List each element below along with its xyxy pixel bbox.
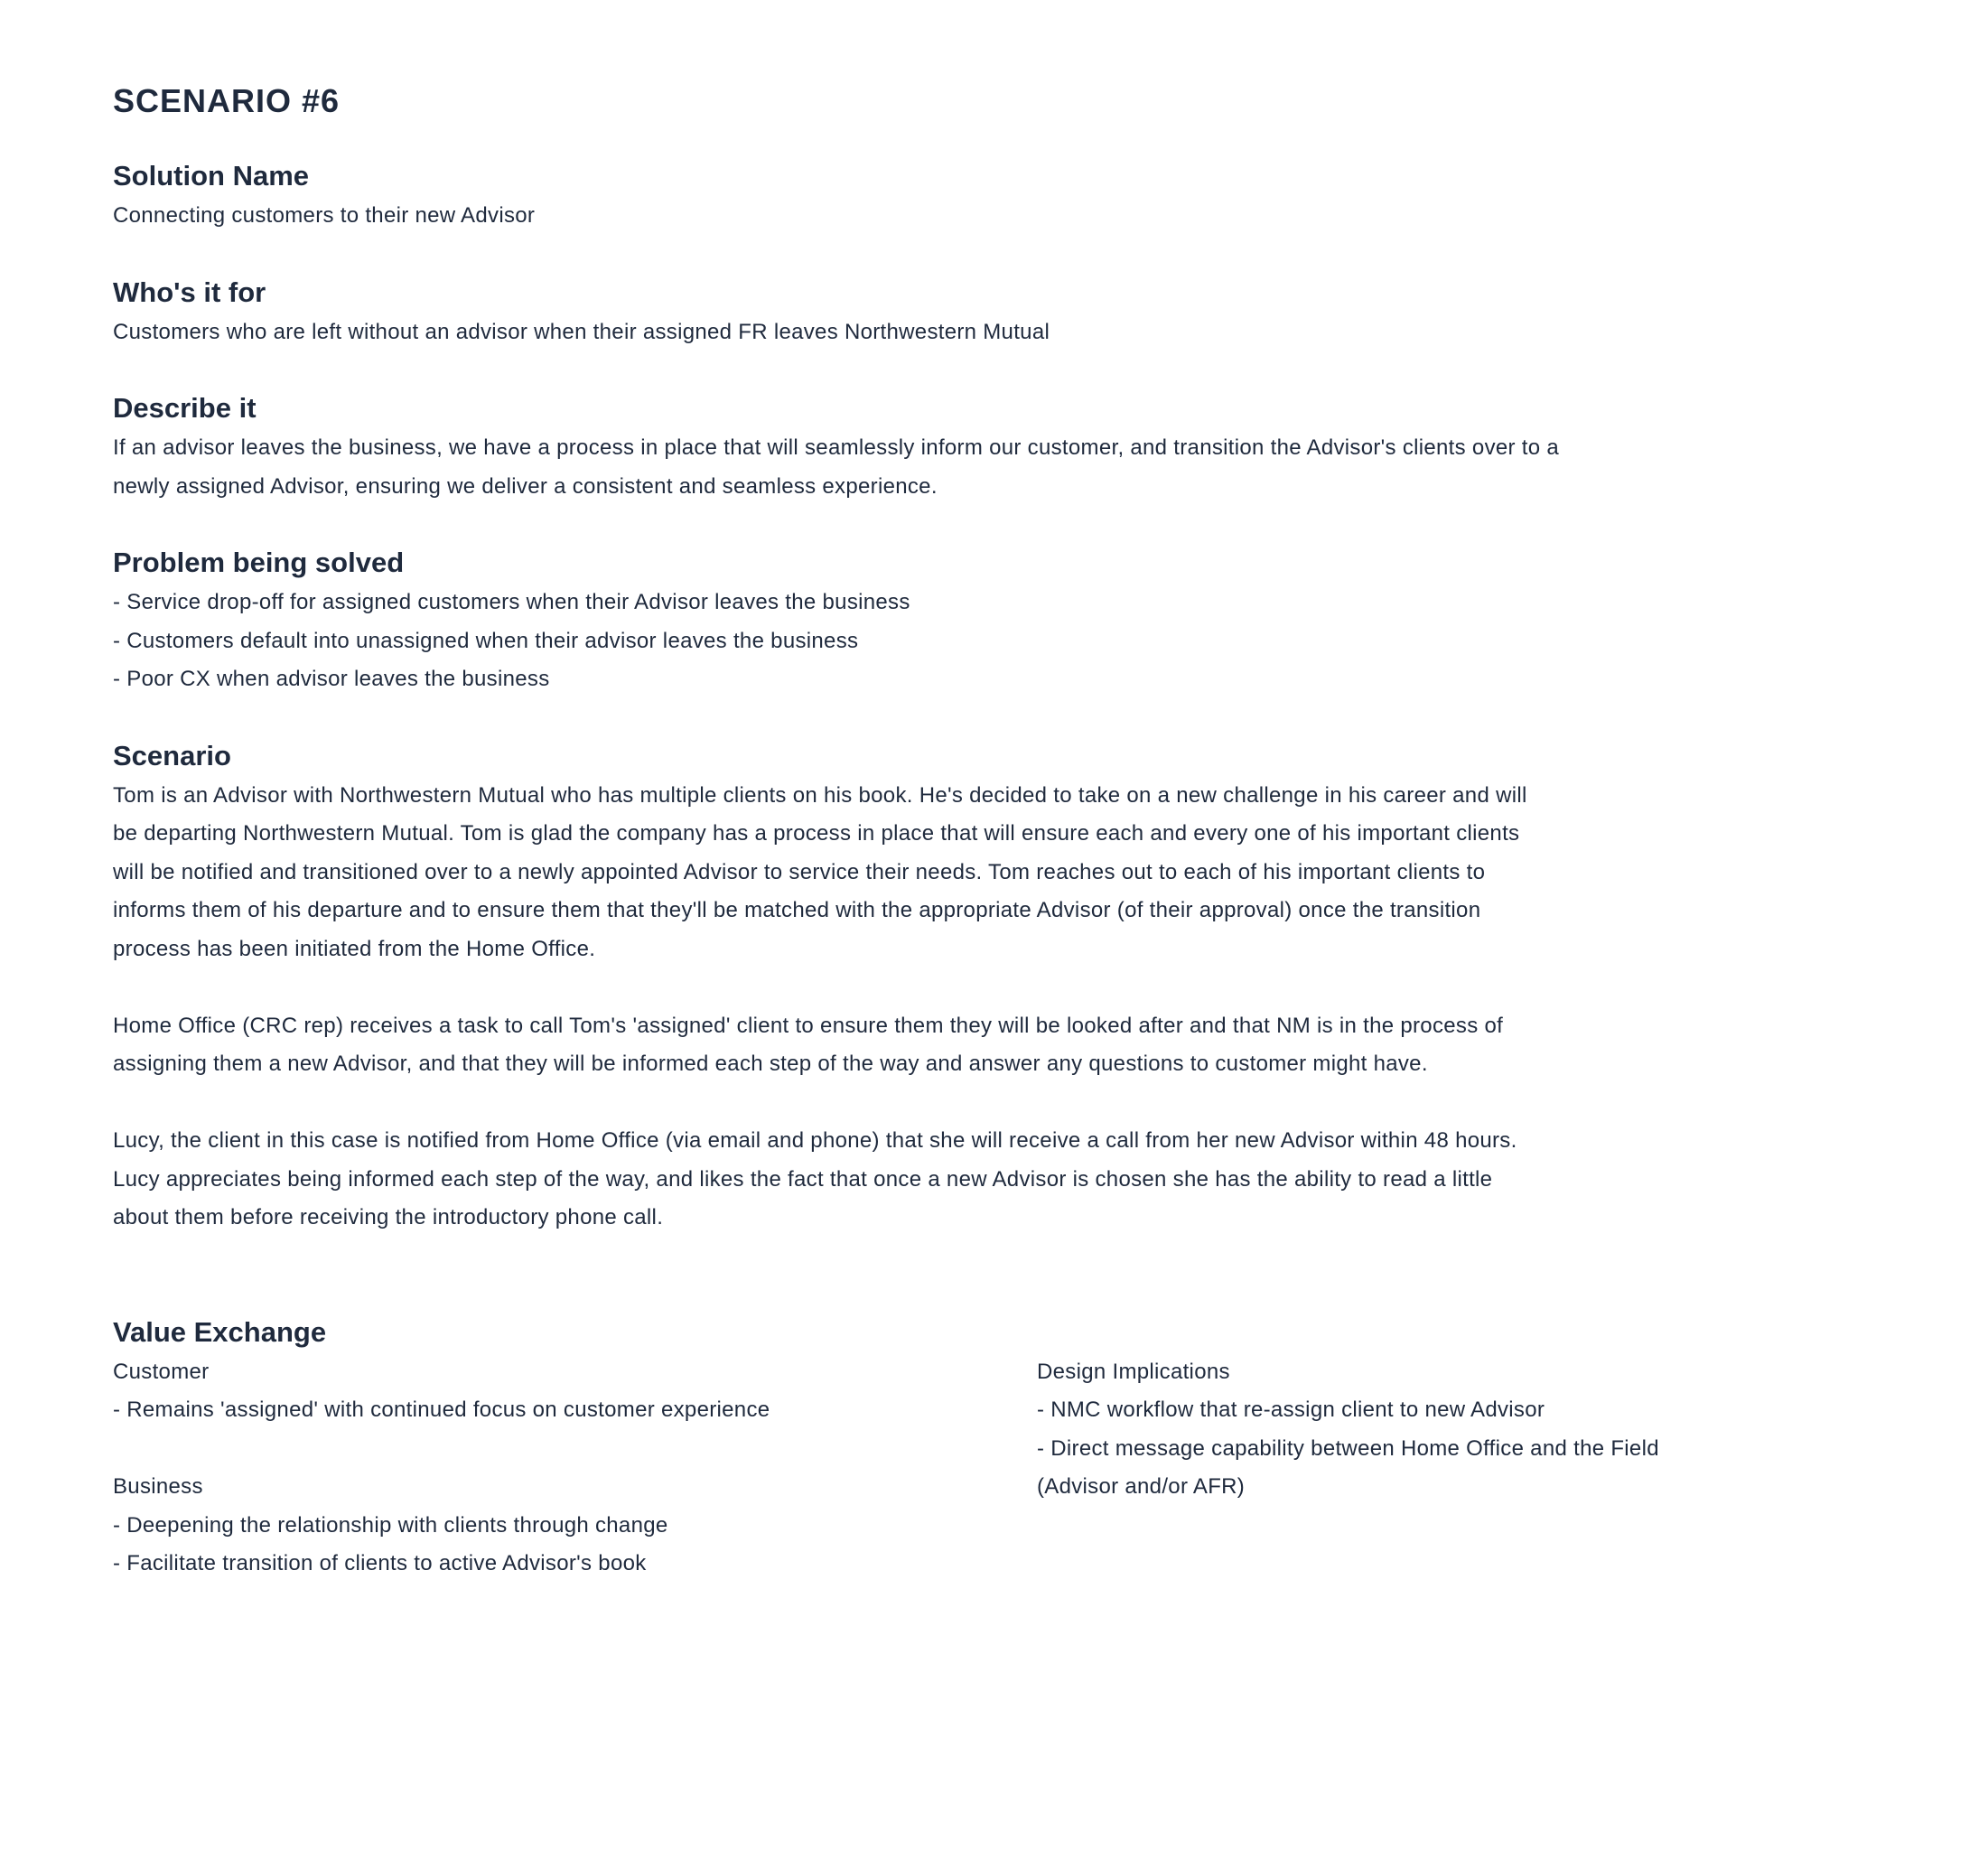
scenario-heading: Scenario: [113, 739, 231, 771]
business-label: Business: [113, 1474, 203, 1499]
design-implications-label: Design Implications: [1037, 1359, 1230, 1384]
scenario-body: [113, 777, 1721, 1238]
scenario-line: Tom is an Advisor with Northwestern Mutual who has multiple clients on his book. He's decided to take on a new challenge in his career and will: [113, 782, 1527, 808]
scenario-line: process has been initiated from the Home Office.: [113, 936, 596, 961]
problem-item: - Poor CX when advisor leaves the business: [113, 667, 550, 691]
value-exchange-section: [113, 1313, 1721, 1584]
spacer: [113, 1430, 1037, 1469]
problem-list: [113, 584, 1721, 699]
scenario-paragraph: [113, 1122, 1721, 1238]
whos-it-for-section: [113, 274, 1721, 352]
design-implications-line: (Advisor and/or AFR): [1037, 1474, 1246, 1499]
scenario-line: about them before receiving the introductory phone call.: [113, 1205, 664, 1229]
scenario-paragraph: [113, 1007, 1721, 1084]
whos-it-for-heading: Who's it for: [113, 276, 266, 308]
solution-name-section: [113, 157, 1721, 236]
customer-label: Customer: [113, 1359, 210, 1384]
describe-it-line: If an advisor leaves the business, we have a process in place that will seamlessly inform our customer, and transition the Advisor's clients over to a: [113, 435, 1560, 460]
scenario-line: be departing Northwestern Mutual. Tom is glad the company has a process in place that will ensure each and every one of his important clients: [113, 821, 1520, 846]
scenario-line: assigning them a new Advisor, and that they will be informed each step of the way and answer any questions to customer might have.: [113, 1052, 1428, 1076]
scenario-line: will be notified and transitioned over to a newly appointed Advisor to service their needs. Tom reaches out to each of his important clients to: [113, 859, 1486, 884]
solution-name-text: Connecting customers to their new Advisor: [113, 203, 536, 228]
solution-name-heading: Solution Name: [113, 160, 310, 192]
value-exchange-columns: [113, 1353, 1721, 1584]
customer-item: - Remains 'assigned' with continued focus on customer experience: [113, 1398, 770, 1422]
problem-section: [113, 544, 1721, 699]
whos-it-for-text: Customers who are left without an advisor when their assigned FR leaves Northwestern Mutual: [113, 319, 1050, 344]
scenario-line: Home Office (CRC rep) receives a task to call Tom's 'assigned' client to ensure them they will be looked after and that NM is in the process of: [113, 1013, 1504, 1038]
page-title: SCENARIO #6: [113, 82, 341, 119]
scenario-line: Lucy appreciates being informed each step of the way, and likes the fact that once a new Advisor is chosen she has the ability to read a little: [113, 1166, 1493, 1192]
business-item: - Deepening the relationship with clients through change: [113, 1512, 668, 1538]
value-exchange-right-column: [1037, 1353, 1721, 1584]
design-implications-line: - NMC workflow that re-assign client to new Advisor: [1037, 1398, 1545, 1422]
design-implications-line: - Direct message capability between Home Office and the Field: [1037, 1435, 1659, 1461]
problem-item: - Service drop-off for assigned customers when their Advisor leaves the business: [113, 590, 910, 614]
scenario-section: [113, 737, 1721, 1238]
describe-it-section: [113, 389, 1721, 506]
value-exchange-left-column: [113, 1353, 1037, 1584]
problem-item: - Customers default into unassigned when their advisor leaves the business: [113, 628, 859, 653]
describe-it-line: newly assigned Advisor, ensuring we deliver a consistent and seamless experience.: [113, 473, 938, 499]
describe-it-text: [113, 429, 1721, 506]
scenario-paragraph: [113, 777, 1721, 969]
business-item: - Facilitate transition of clients to active Advisor's book: [113, 1551, 647, 1575]
document-content: [113, 79, 1721, 1622]
problem-heading: Problem being solved: [113, 547, 405, 578]
scenario-line: informs them of his departure and to ensure them that they'll be matched with the appropriate Advisor (of their approval) once the transition: [113, 898, 1481, 922]
value-exchange-heading: Value Exchange: [113, 1315, 327, 1348]
describe-it-heading: Describe it: [113, 392, 257, 424]
scenario-line: Lucy, the client in this case is notified from Home Office (via email and phone) that she will receive a call from her new Advisor within 48 hours.: [113, 1128, 1517, 1153]
